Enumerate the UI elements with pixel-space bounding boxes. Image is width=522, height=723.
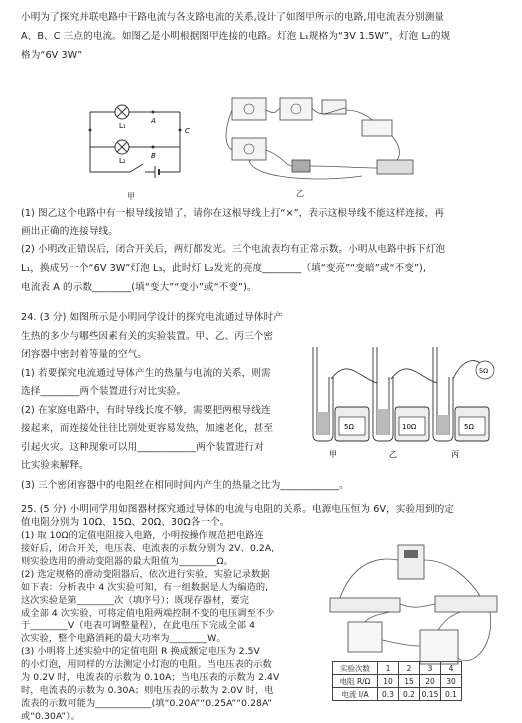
q23-part2-line-2: L₁，换成另一个“6V 3W”灯泡 L₃，此时灯 L₂发光的亮度________（填“变亮”“变暗”或“不变”), [21,263,427,274]
q25-line-13: 的小灯泡，用同样的方法测定小灯泡的电阻。当电压表的示数 [21,659,272,671]
q25-line-14: 为 0.2V 时，电流表的示数为 0.10A；当电压表的示数为 2.4V [21,672,280,684]
q24-line-10: (3) 三个密闭容器中的电阻丝在相同时间内产生的热量之比为____________。 [21,480,349,491]
table-cell: 0.2 [399,688,420,701]
table-cell: 1 [378,662,399,675]
q24-line-6: (2) 在家庭电路中，有时导线长度不够，需要把两根导线连 [21,405,271,416]
table-row [333,675,462,688]
q24-line-4: (1) 若要探究电流通过导体产生的热量与电流的关系，则需 [21,368,271,379]
table-cell: 电阻 R/Ω [333,675,378,688]
table-row [333,688,462,701]
table-cell: 2 [399,662,420,675]
table-cell: 20 [420,675,441,688]
q23-part1-line-2: 画出正确的连接导线。 [21,226,118,237]
q24-line-7: 接起来，而连接处往往比别处更容易发热，加速老化，甚至 [21,423,274,434]
q24-line-3: 闭容器中密封着等量的空气。 [21,349,148,360]
label-L1: L₁ [119,122,126,130]
q25-line-15: 时，电流表的示数为 0.30A；则电压表的示数为 2.0V 时，电 [21,685,274,697]
q25-line-12: (3) 小明将上述实验中的定值电阻 R 换成额定电压为 2.5V [21,646,260,658]
q24-line-8: 引起火灾。这种现象可以用____________两个装置进行对 [21,442,264,453]
container-label-bing: 丙 [451,450,459,459]
q23-part1-line-1: (1) 图乙这个电路中有一根导线接错了，请你在这根导线上打“×”，表示这根导线不能这样连接，再 [21,208,445,219]
q25-line-8: 这次实验是第________次（填序号）；既现存器材，要完 [21,594,249,606]
resistor-label-yi: 10Ω [402,423,417,431]
table-cell: 0.1 [441,688,462,701]
table-cell: 0.15 [420,688,441,701]
fig-yi-label: 乙 [296,189,305,198]
q23-part2-line-1: (2) 小明改正错误后，闭合开关后，两灯都发光。三个电流表均有正常示数。小明从电路中拆下灯泡 [21,244,446,255]
q24-line-1: 24. (3 分) 如图所示是小明同学设计的探究电流通过导体时产 [21,312,283,323]
resistor-label-bing: 5Ω [464,423,474,431]
fig-jia-label: 甲 [127,192,136,201]
label-A: A [151,117,156,125]
table-cell: 电流 I/A [333,688,378,701]
q25-line-17: 或“0.30A”）。 [21,711,81,722]
wiring-photo-yi [222,90,422,190]
q25-line-16: 流表的示数可能为____________(填“0.20A”“0.25A”“0.28A” [21,698,273,710]
q23-part2-line-3: 电流表 A 的示数________(填“变大”“变小”或“不变”)。 [21,282,257,293]
label-L2: L₂ [119,157,126,165]
table-cell: 30 [441,675,462,688]
circuit-diagram-jia [75,92,205,197]
q25-line-2: 值电阻分别为 10Ω、15Ω、20Ω、30Ω各一个。 [21,516,230,528]
table-cell: 4 [441,662,462,675]
container-label-yi: 乙 [389,450,397,459]
q25-line-5: 则实验选用的滑动变阻器的最大阻值为________Ω。 [21,555,233,567]
q23-intro-line-3: 格为“6V 3W” [21,50,83,61]
container-label-jia: 甲 [329,450,337,459]
q25-line-9: 成全部 4 次实验，可将定值电阻两端控制不变的电压调至不少 [21,607,275,619]
heating-containers-figure [303,317,501,462]
q25-line-7: 如下表：分析表中 4 次实验可知，有一组数据是人为编造的, [21,581,269,593]
table-cell: 3 [420,662,441,675]
q25-line-4: 接好后，闭合开关，电压表、电流表的示数分别为 2V、0.2A, [21,542,275,554]
q25-line-11: 次实验，整个电路消耗的最大功率为________W。 [21,633,226,645]
q24-line-5: 选择________两个装置进行对比实验。 [21,386,187,397]
resistor-label-jia: 5Ω [344,423,354,431]
q23-intro-line-1: 小明为了探究并联电路中干路电流与各支路电流的关系,设计了如图甲所示的电路,用电流表分别测量 [21,12,445,23]
q23-intro-line-2: A、B、C 三点的电流。如图乙是小明根据图甲连接的电路。灯泡 L₁规格为“3V 1.5W”，灯泡 L₂的规 [21,31,451,42]
table-cell: 10 [378,675,399,688]
q25-line-1: 25. (5 分) 小明同学用如图器材探究通过导体的电流与电阻的关系。电源电压恒为 6V，实验用到的定 [21,504,454,515]
table-cell: 15 [399,675,420,688]
outer-resistor-label: 5Ω [479,367,489,375]
q24-line-9: 比实验来解释。 [21,460,89,471]
q25-line-3: (1) 取 10Ω的定值电阻接入电路，小明按操作规范把电路连 [21,529,264,541]
label-B: B [151,152,156,160]
q25-line-10: 于________V（电表可调整量程），在此电压下完成全部 4 [21,620,256,632]
q25-line-6: (2) 选定规格的滑动变阻器后，依次进行实验，实验记录数据 [21,568,270,580]
table-cell: 0.3 [378,688,399,701]
experiment-data-table [332,661,462,701]
label-C: C [185,127,190,135]
q24-line-2: 生热的多少与哪些因素有关的实验装置。甲、乙、丙三个密 [21,331,274,342]
table-cell: 实验次数 [333,662,378,675]
table-row [333,662,462,675]
